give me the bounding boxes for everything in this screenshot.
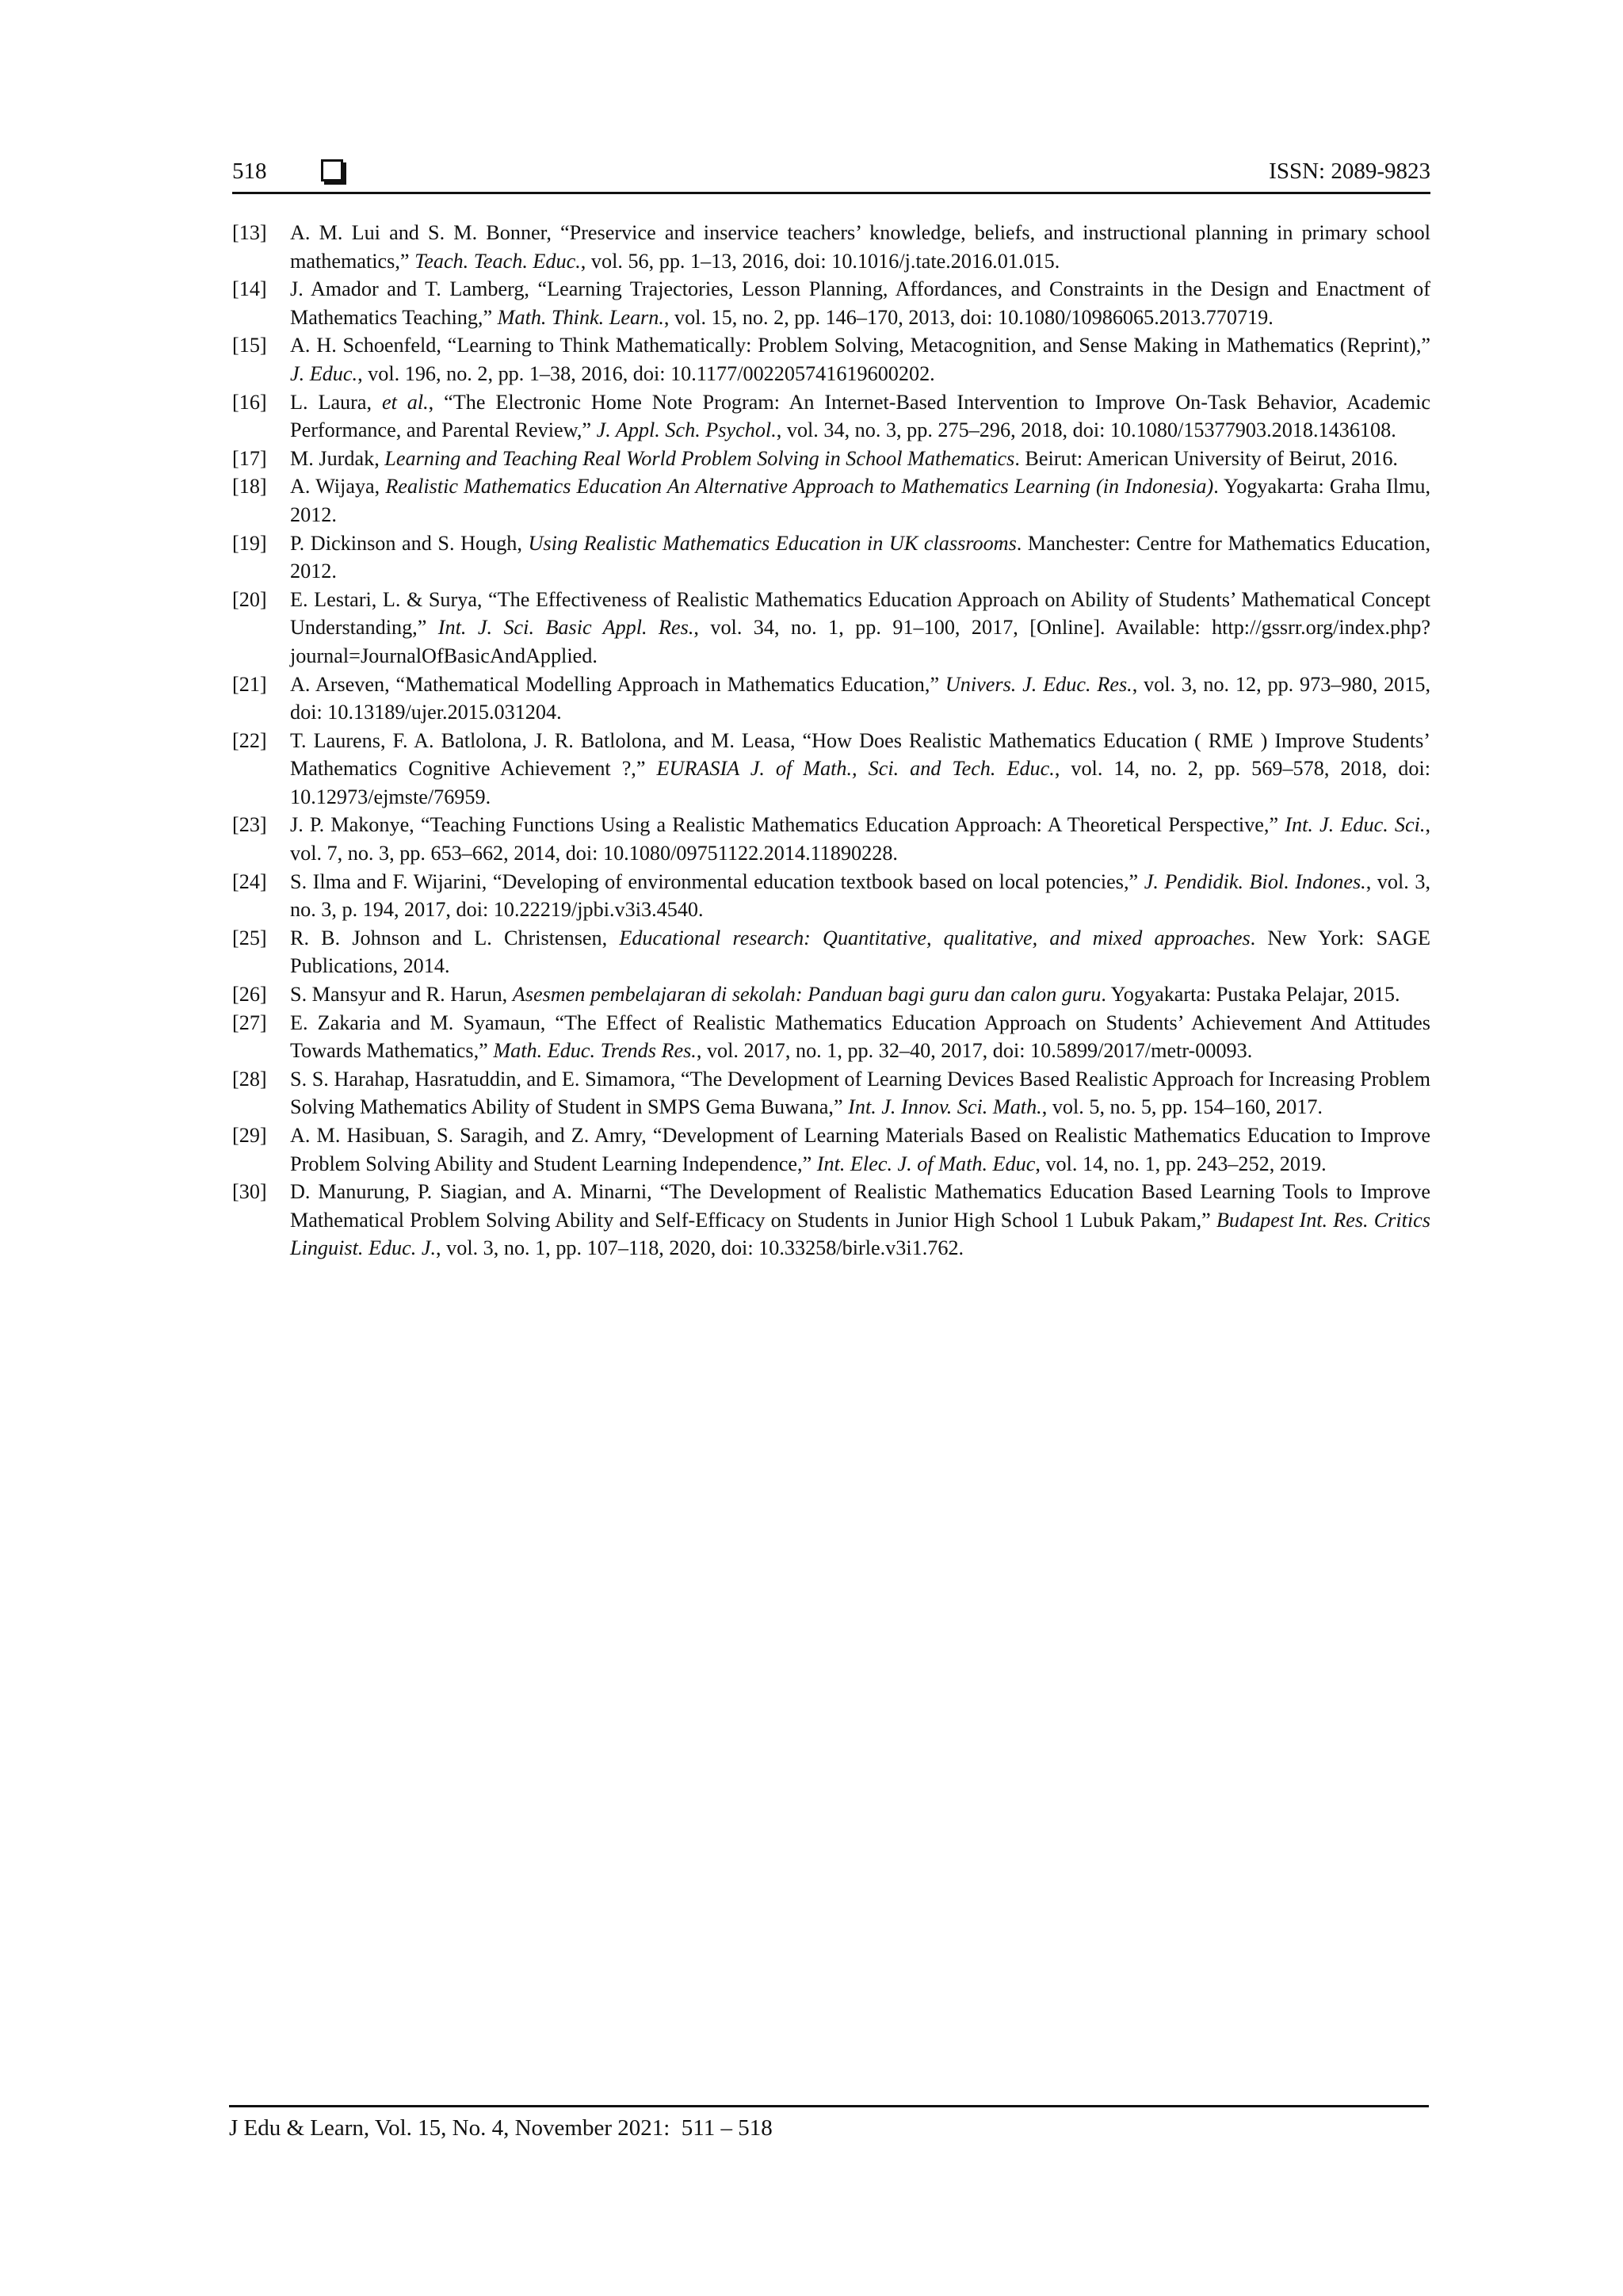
reference-text-segment: , vol. 3, no. 12, pp. 973–980, 2015, doi: 10.13189/ujer.2015.031204. <box>290 672 1430 724</box>
reference-source-title: Univers. J. Educ. Res. <box>945 672 1132 696</box>
reference-text <box>290 1124 1430 1175</box>
reference-text-segment: A. M. Lui and S. M. Bonner, “Preservice and inservice teachers’ knowledge, beliefs, and instructional planning in primary school mathematics,” <box>290 221 1430 273</box>
reference-source-title: Educational research: Quantitative, qualitative, and mixed approaches <box>619 926 1251 949</box>
reference-label: [26] <box>232 983 267 1007</box>
reference-item <box>232 980 1430 1009</box>
reference-text-segment: E. Lestari, L. & Surya, “The Effectiveness of Realistic Mathematics Education Approach on Ability of Students’ Mathematical Concept Understanding,” <box>290 587 1430 640</box>
page-number: 518 <box>232 159 267 184</box>
square-box-icon <box>321 159 343 181</box>
reference-text-segment: R. B. Johnson and L. Christensen, <box>290 926 620 949</box>
reference-item <box>232 586 1430 670</box>
reference-text-segment: S. Mansyur and R. Harun, <box>290 983 513 1007</box>
reference-item <box>232 529 1430 586</box>
reference-label: [18] <box>232 475 267 499</box>
reference-text-segment: , vol. 34, no. 3, pp. 275–296, 2018, doi: 10.1080/15377903.2018.1436108. <box>776 418 1396 442</box>
reference-text-segment: , “The Electronic Home Note Program: An Internet-Based Intervention to Improve On-Task Behavior, Academic Performance, and Parental Review,” <box>290 390 1430 442</box>
reference-text-segment: P. Dickinson and S. Hough, <box>290 531 529 555</box>
reference-label: [29] <box>232 1124 267 1147</box>
reference-text-segment: , vol. 5, no. 5, pp. 154–160, 2017. <box>1041 1095 1323 1119</box>
reference-text-segment: , vol. 3, no. 1, pp. 107–118, 2020, doi: 10.33258/birle.v3i1.762. <box>436 1236 964 1260</box>
journal-citation: J Edu & Learn, Vol. 15, No. 4, November 2021: 511 – 518 <box>229 2115 773 2141</box>
reference-text-segment: . Yogyakarta: Graha Ilmu, 2012. <box>290 475 1430 526</box>
reference-text <box>290 673 1430 724</box>
reference-item <box>232 1121 1430 1178</box>
reference-text <box>290 870 1430 922</box>
reference-text <box>290 926 1430 978</box>
reference-text-segment: , vol. 14, no. 2, pp. 569–578, 2018, doi: 10.12973/ejmste/76959. <box>290 757 1431 808</box>
reference-text <box>290 1068 1430 1119</box>
reference-text <box>290 588 1430 667</box>
reference-item <box>232 472 1430 529</box>
reference-text <box>290 532 1430 583</box>
reference-item <box>232 275 1430 331</box>
reference-text <box>290 334 1430 385</box>
reference-text-segment: , vol. 56, pp. 1–13, 2016, doi: 10.1016/j.tate.2016.01.015. <box>580 249 1060 273</box>
reference-text-segment: . Manchester: Centre for Mathematics Education, 2012. <box>290 531 1430 583</box>
reference-source-title: J. Appl. Sch. Psychol. <box>596 418 777 442</box>
reference-text <box>290 277 1430 329</box>
reference-item <box>232 670 1430 727</box>
reference-text-segment: . New York: SAGE Publications, 2014. <box>290 926 1430 978</box>
reference-label: [28] <box>232 1067 267 1091</box>
reference-label: [21] <box>232 672 267 696</box>
reference-source-title: Int. J. Sci. Basic Appl. Res. <box>437 616 694 640</box>
reference-label: [22] <box>232 728 267 752</box>
reference-label: [25] <box>232 926 267 949</box>
reference-source-title: et al. <box>381 390 429 414</box>
reference-item <box>232 388 1430 445</box>
reference-text-segment: , vol. 196, no. 2, pp. 1–38, 2016, doi: 10.1177/002205741619600202. <box>357 361 935 385</box>
reference-label: [19] <box>232 531 267 555</box>
reference-item <box>232 1178 1430 1263</box>
reference-source-title: EURASIA J. of Math., Sci. and Tech. Educ. <box>656 757 1055 781</box>
reference-item <box>232 727 1430 812</box>
reference-label: [27] <box>232 1010 267 1034</box>
reference-item <box>232 445 1430 473</box>
reference-source-title: Int. J. Innov. Sci. Math. <box>848 1095 1042 1119</box>
reference-label: [15] <box>232 334 267 357</box>
reference-text-segment: , vol. 15, no. 2, pp. 146–170, 2013, doi: 10.1080/10986065.2013.770719. <box>663 305 1274 329</box>
reference-item <box>232 924 1430 980</box>
reference-text-segment: M. Jurdak, <box>290 446 385 470</box>
reference-label: [23] <box>232 813 267 837</box>
reference-source-title: Using Realistic Mathematics Education in UK classrooms <box>528 531 1017 555</box>
reference-text-segment: , vol. 3, no. 3, p. 194, 2017, doi: 10.22219/jpbi.v3i3.4540. <box>290 869 1430 922</box>
reference-source-title: Realistic Mathematics Education An Alternative Approach to Mathematics Learning (in Indonesia) <box>385 475 1214 499</box>
reference-source-title: Learning and Teaching Real World Problem Solving in School Mathematics <box>384 446 1015 470</box>
reference-text-segment: , vol. 14, no. 1, pp. 243–252, 2019. <box>1035 1152 1327 1175</box>
reference-source-title: Teach. Teach. Educ. <box>414 249 581 273</box>
reference-text-segment: A. Wijaya, <box>290 475 386 499</box>
reference-text-segment: J. P. Makonye, “Teaching Functions Using a Realistic Mathematics Education Approach: A Theoretical Perspective,” <box>290 813 1285 837</box>
reference-text-segment: , vol. 34, no. 1, pp. 91–100, 2017, [Online]. Available: http://gssrr.org/index.php?journal=JournalOfBasicAndApplied. <box>290 616 1430 667</box>
reference-item <box>232 1065 1430 1121</box>
reference-source-title: Asesmen pembelajaran di sekolah: Panduan bagi guru dan calon guru <box>512 983 1102 1007</box>
reference-text-segment: S. S. Harahap, Hasratuddin, and E. Simamora, “The Development of Learning Devices Based Realistic Approach for Increasing Problem Solving Mathematics Ability of Student in SMPS Gema Buwana,” <box>290 1067 1430 1119</box>
reference-text-segment: J. Amador and T. Lamberg, “Learning Trajectories, Lesson Planning, Affordances, and Constraints in the Design and Enactment of Mathematics Teaching,” <box>290 277 1430 329</box>
reference-text <box>290 391 1430 442</box>
reference-text-segment: L. Laura, <box>290 390 382 414</box>
reference-label: [13] <box>232 221 267 244</box>
reference-text-segment: A. Arseven, “Mathematical Modelling Approach in Mathematics Education,” <box>290 672 945 696</box>
reference-label: [17] <box>232 446 267 470</box>
reference-source-title: J. Pendidik. Biol. Indones. <box>1144 869 1366 893</box>
reference-source-title: Math. Educ. Trends Res. <box>493 1039 697 1063</box>
reference-text <box>290 1180 1430 1259</box>
reference-source-title: J. Educ. <box>290 361 358 385</box>
reference-item <box>232 811 1430 867</box>
reference-text <box>290 1011 1430 1063</box>
reference-text-segment: , vol. 2017, no. 1, pp. 32–40, 2017, doi: 10.5899/2017/metr-00093. <box>696 1039 1253 1063</box>
reference-text-segment: E. Zakaria and M. Syamaun, “The Effect of Realistic Mathematics Education Approach on Students’ Achievement And Attitudes Towards Mathematics,” <box>290 1010 1430 1063</box>
reference-item <box>232 219 1430 275</box>
reference-label: [30] <box>232 1180 267 1204</box>
reference-item <box>232 1009 1430 1065</box>
reference-label: [20] <box>232 587 267 611</box>
issn-label: ISSN: 2089-9823 <box>1269 159 1430 184</box>
reference-label: [16] <box>232 390 267 414</box>
reference-item <box>232 868 1430 924</box>
reference-text <box>290 729 1430 808</box>
reference-text <box>290 475 1430 526</box>
reference-text-segment: A. H. Schoenfeld, “Learning to Think Mathematically: Problem Solving, Metacognition, and Sense Making in Mathematics (Reprint),” <box>290 334 1430 357</box>
page-footer <box>229 2105 1429 2141</box>
reference-text <box>290 447 1398 470</box>
reference-text <box>290 983 1400 1006</box>
reference-text-segment: , vol. 7, no. 3, pp. 653–662, 2014, doi: 10.1080/09751122.2014.11890228. <box>290 813 1430 865</box>
reference-item <box>232 331 1430 388</box>
reference-text-segment: D. Manurung, P. Siagian, and A. Minarni, “The Development of Realistic Mathematics Education Based Learning Tools to Improve Mathematical Problem Solving Ability and Self-Efficacy on Students in Junior High School 1 Lubuk Pakam,” <box>290 1180 1430 1232</box>
reference-text-segment: S. Ilma and F. Wijarini, “Developing of environmental education textbook based on local potencies,” <box>290 869 1144 893</box>
page-header <box>232 155 1430 194</box>
reference-label: [24] <box>232 869 267 893</box>
reference-source-title: Budapest Int. Res. Critics Linguist. Educ. J. <box>290 1208 1430 1260</box>
reference-text-segment: . Beirut: American University of Beirut, 2016. <box>1014 446 1398 470</box>
reference-source-title: Math. Think. Learn. <box>497 305 664 329</box>
reference-source-title: Int. J. Educ. Sci. <box>1285 813 1426 837</box>
reference-source-title: Int. Elec. J. of Math. Educ <box>816 1152 1036 1175</box>
reference-text <box>290 813 1430 865</box>
reference-text <box>290 221 1430 273</box>
reference-label: [14] <box>232 277 267 301</box>
reference-list <box>232 219 1430 1263</box>
reference-text-segment: . Yogyakarta: Pustaka Pelajar, 2015. <box>1101 983 1400 1007</box>
reference-text-segment: T. Laurens, F. A. Batlolona, J. R. Batlolona, and M. Leasa, “How Does Realistic Mathematics Education ( RME ) Improve Students’ Mathematics Cognitive Achievement ?,” <box>290 728 1430 781</box>
reference-text-segment: A. M. Hasibuan, S. Saragih, and Z. Amry, “Development of Learning Materials Based on Realistic Mathematics Education to Improve Problem Solving Ability and Student Learning Independence,” <box>290 1124 1430 1175</box>
